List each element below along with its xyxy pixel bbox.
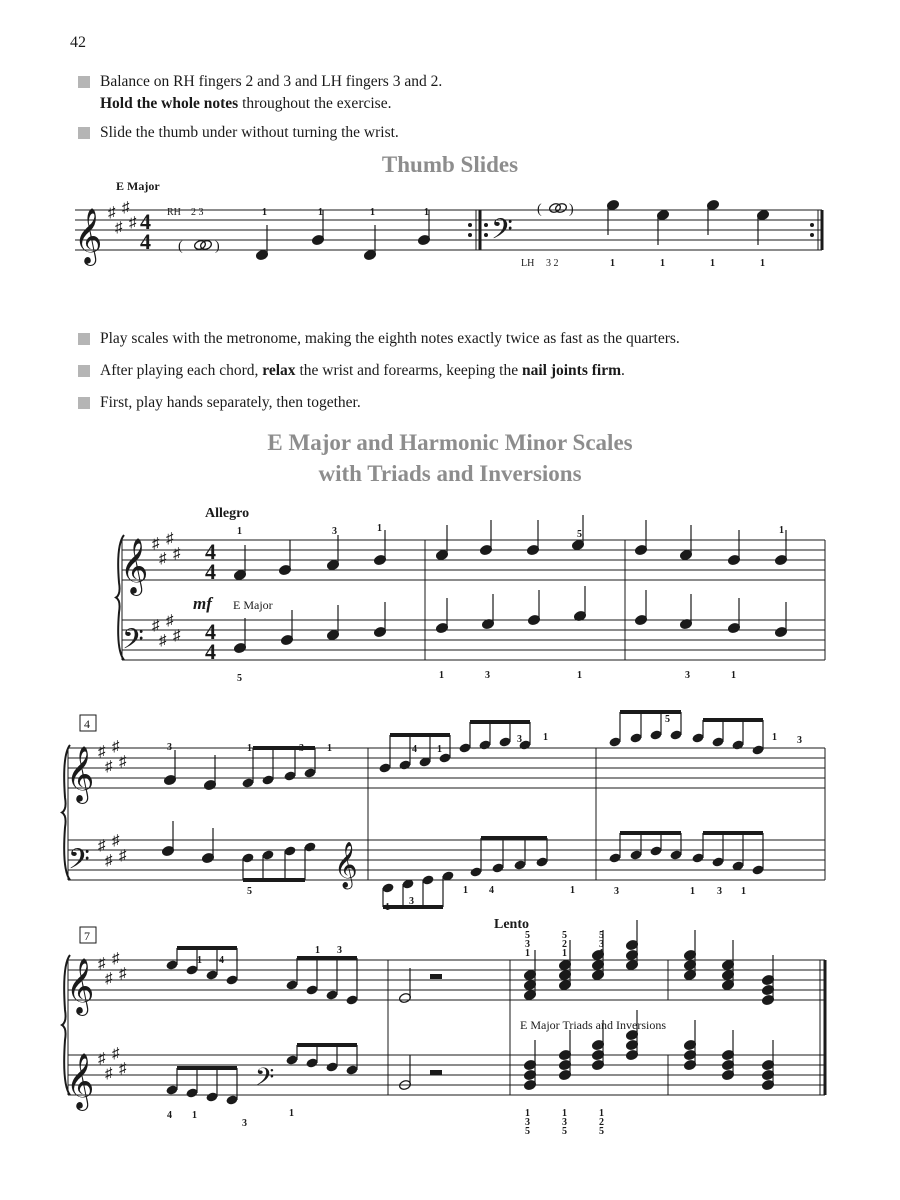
scales-title-line1: E Major and Harmonic Minor Scales — [267, 430, 633, 455]
sharp-icon: ♯ — [108, 205, 116, 221]
sharp-icon: ♯ — [98, 744, 106, 760]
fingering: 3 — [332, 526, 337, 537]
fingering: 5 — [562, 1126, 567, 1137]
repeat-dot — [468, 223, 472, 227]
emphasis-text: Hold the whole notes — [100, 95, 239, 112]
sharp-icon: ♯ — [98, 1051, 106, 1067]
fingering: 1 — [599, 948, 604, 959]
fingering: 1 — [610, 258, 615, 269]
half-rest — [430, 1070, 442, 1075]
fingering: 3 — [242, 1118, 247, 1129]
scales-title-line2: with Triads and Inversions — [318, 461, 582, 486]
sharp-icon: ♯ — [119, 1061, 127, 1077]
sharp-icon: ♯ — [152, 618, 160, 634]
measure-7-number: 7 — [84, 929, 90, 943]
fingering: 3 — [299, 743, 304, 754]
time-signature-bottom: 4 — [205, 639, 216, 664]
fingering: 1 — [562, 1108, 567, 1119]
fingering: 1 — [779, 525, 784, 536]
sharp-icon: ♯ — [115, 220, 123, 236]
time-signature-top: 4 — [205, 539, 216, 564]
repeat-dot — [484, 233, 488, 237]
fingering: 5 — [237, 673, 242, 684]
paren: ( — [537, 202, 542, 217]
repeat-dot — [484, 223, 488, 227]
fingering: 1 — [247, 743, 252, 754]
fingering: 5 — [525, 1126, 530, 1137]
plain-text: After playing each chord, — [100, 362, 263, 379]
fingering: 1 — [192, 1110, 197, 1121]
time-signature-bottom: 4 — [205, 559, 216, 584]
fingering: 4 — [219, 955, 224, 966]
fingering: 1 — [731, 670, 736, 681]
fingering: 4 — [489, 885, 494, 896]
fingering: 1 — [289, 1108, 294, 1119]
repeat-dot — [810, 223, 814, 227]
rh-fingering-first: 2 3 — [191, 207, 204, 218]
sharp-icon: ♯ — [122, 200, 130, 216]
fingering: 1 — [525, 948, 530, 959]
sharp-icon: ♯ — [105, 759, 113, 775]
dynamic-mf: mf — [193, 594, 212, 613]
score-labels — [80, 179, 666, 1032]
fingering: 3 — [337, 945, 342, 956]
treble-clef-icon: 𝄞 — [120, 540, 149, 593]
fingering: 1 — [437, 744, 442, 755]
fingering: 5 — [247, 886, 252, 897]
rh-label: RH — [167, 207, 181, 218]
fingering: 5 — [665, 714, 670, 725]
tempo-allegro: Allegro — [205, 506, 250, 521]
fingering: 1 — [577, 670, 582, 681]
tempo-lento: Lento — [494, 917, 529, 932]
fingering: 1 — [439, 670, 444, 681]
fingering: 4 — [167, 1110, 172, 1121]
plain-text: . — [621, 362, 625, 379]
sharp-icon: ♯ — [166, 531, 174, 547]
fingering: 1 — [772, 732, 777, 743]
sharp-icon: ♯ — [166, 613, 174, 629]
fingering: 1 — [543, 732, 548, 743]
thumb-slides-title: Thumb Slides — [381, 152, 519, 177]
time-signature-top: 4 — [205, 619, 216, 644]
key-label-thumb: E Major — [116, 179, 160, 193]
bass-clef-icon: 𝄢 — [122, 625, 144, 662]
half-rest — [430, 974, 442, 979]
time-signature-bottom: 4 — [140, 229, 151, 254]
sharp-icon: ♯ — [105, 971, 113, 987]
fingering: 5 — [599, 1126, 604, 1137]
sharp-icon: ♯ — [152, 536, 160, 552]
fingering: 4 — [412, 744, 417, 755]
fingering: 3 — [614, 886, 619, 897]
plain-text: Slide the thumb under without turning the wrist. — [100, 124, 399, 141]
fingering: 5 — [525, 930, 530, 941]
triads-label: E Major Triads and Inversions — [520, 1018, 666, 1032]
fingering: 3 — [599, 939, 604, 950]
bass-clef-icon: 𝄢 — [491, 215, 513, 252]
fingering: 1 — [377, 523, 382, 534]
fingering: 1 — [710, 258, 715, 269]
sharp-icon: ♯ — [98, 956, 106, 972]
bass-clef-icon: 𝄢 — [68, 845, 90, 882]
fingering: 5 — [562, 930, 567, 941]
fingering: 3 — [685, 670, 690, 681]
plain-text: the wrist and forearms, keeping the — [295, 362, 522, 379]
fingering: 3 — [167, 742, 172, 753]
treble-clef-icon: 𝄞 — [66, 960, 95, 1013]
treble-clef-icon: 𝄞 — [334, 842, 358, 887]
fingering: 5 — [599, 930, 604, 941]
sharp-icon: ♯ — [173, 546, 181, 562]
sharp-icon: ♯ — [105, 1066, 113, 1082]
sharp-icon: ♯ — [105, 853, 113, 869]
fingering: 1 — [385, 902, 390, 913]
sharp-icon: ♯ — [159, 551, 167, 567]
treble-clef-icon: 𝄞 — [74, 210, 103, 263]
fingering: 1 — [463, 885, 468, 896]
sharp-icon: ♯ — [173, 628, 181, 644]
emphasis-text: relax — [262, 362, 296, 379]
plain-text: throughout the exercise. — [238, 95, 392, 112]
fingering: 3 — [797, 735, 802, 746]
fingering: 1 — [197, 955, 202, 966]
fingering: 2 — [599, 1117, 604, 1128]
fingering: 1 — [760, 258, 765, 269]
fingering: 1 — [424, 207, 429, 218]
sharp-icon: ♯ — [159, 633, 167, 649]
sharp-icon: ♯ — [112, 833, 120, 849]
bass-clef-icon: 𝄢 — [255, 1064, 275, 1097]
plain-text: Balance on RH fingers 2 and 3 and LH fingers 3 and 2. — [100, 73, 443, 90]
fingering: 5 — [577, 529, 582, 540]
sharp-icon: ♯ — [98, 838, 106, 854]
fingering: 1 — [599, 1108, 604, 1119]
lh-label: LH — [521, 258, 535, 269]
fingering: 3 — [409, 896, 414, 907]
fingering: 3 — [485, 670, 490, 681]
fingering: 3 — [717, 886, 722, 897]
notes — [161, 199, 802, 1137]
plain-text: Play scales with the metronome, making the eighth notes exactly twice as fast as the quarters. — [100, 330, 680, 347]
fingering: 1 — [525, 1108, 530, 1119]
treble-clef-icon: 𝄞 — [66, 748, 95, 801]
fingering: 1 — [660, 258, 665, 269]
fingering: 1 — [570, 885, 575, 896]
sharp-icon: ♯ — [129, 215, 137, 231]
fingering: 2 — [562, 939, 567, 950]
sharp-icon: ♯ — [119, 848, 127, 864]
fingering: 1 — [237, 526, 242, 537]
fingering: 3 — [517, 734, 522, 745]
sharp-icon: ♯ — [119, 966, 127, 982]
plain-text: First, play hands separately, then together. — [100, 394, 361, 411]
fingering: 1 — [370, 207, 375, 218]
paren: ) — [215, 239, 220, 254]
fingering: 1 — [262, 207, 267, 218]
sharp-icon: ♯ — [112, 739, 120, 755]
fingering: 3 — [562, 1117, 567, 1128]
repeat-dot — [468, 233, 472, 237]
fingering: 1 — [315, 945, 320, 956]
emphasis-text: nail joints firm — [521, 362, 621, 379]
fingering: 1 — [318, 207, 323, 218]
staff-lines — [62, 200, 825, 1111]
fingering: 3 — [525, 939, 530, 950]
sharp-icon: ♯ — [112, 951, 120, 967]
lh-fingering-first: 3 2 — [546, 258, 559, 269]
fingering: 3 — [525, 1117, 530, 1128]
paren: ) — [569, 202, 574, 217]
paren: ( — [178, 239, 183, 254]
fingering: 1 — [741, 886, 746, 897]
key-label-scale: E Major — [233, 598, 273, 612]
fingering: 1 — [562, 948, 567, 959]
measure-4-number: 4 — [84, 717, 90, 731]
fingering: 1 — [327, 743, 332, 754]
page-number: 42 — [70, 34, 86, 51]
sharp-icon: ♯ — [119, 754, 127, 770]
repeat-dot — [810, 233, 814, 237]
sharp-icon: ♯ — [112, 1046, 120, 1062]
treble-clef-icon: 𝄞 — [66, 1055, 95, 1108]
time-signature-top: 4 — [140, 209, 151, 234]
fingering: 1 — [690, 886, 695, 897]
